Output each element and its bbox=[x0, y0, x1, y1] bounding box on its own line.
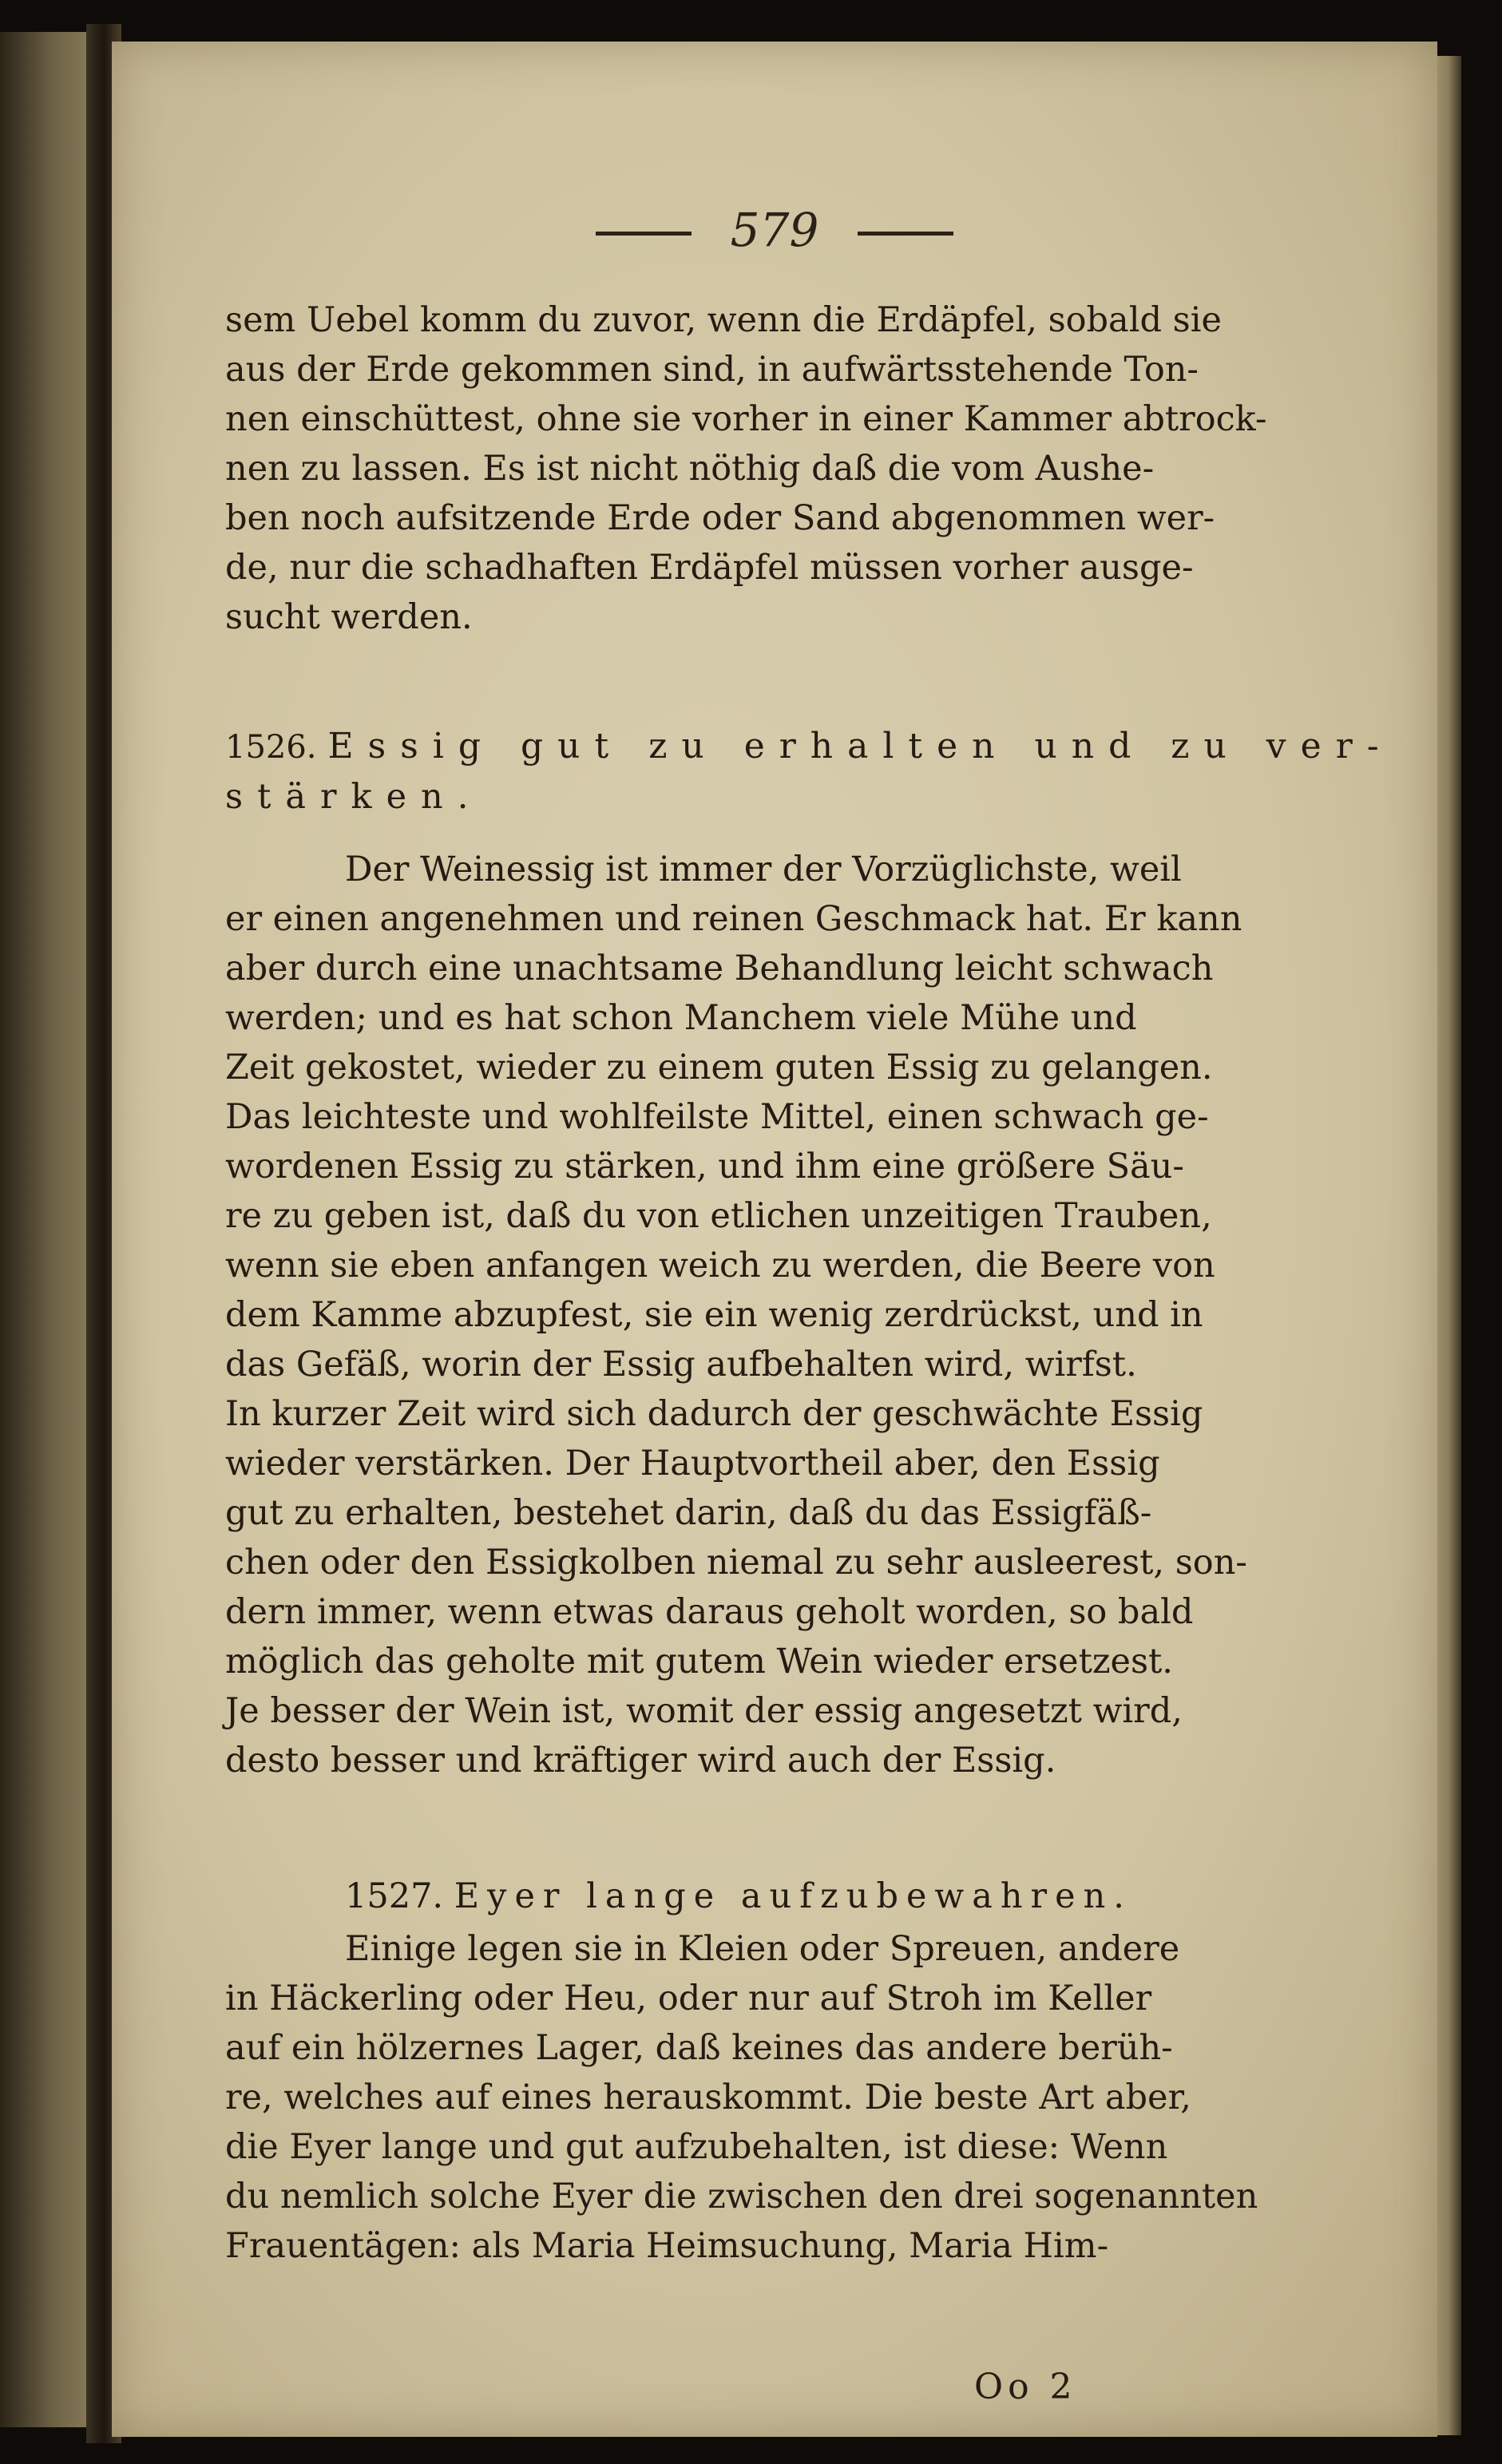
page-header bbox=[112, 203, 1437, 257]
text-line: chen oder den Essigkolben niemal zu sehr ausleerest, son- bbox=[225, 1543, 1247, 1583]
section-1526-heading bbox=[225, 722, 1429, 822]
header-dash-left bbox=[596, 232, 692, 236]
text-line: Der Weinessig ist immer der Vorzüglichste, weil bbox=[345, 850, 1182, 889]
intro-paragraph bbox=[225, 295, 1429, 642]
text-line: Das leichteste und wohlfeilste Mittel, einen schwach ge- bbox=[225, 1097, 1209, 1137]
text-line: auf ein hölzernes Lager, daß keines das andere berüh- bbox=[225, 2028, 1173, 2068]
page-number: 579 bbox=[730, 203, 819, 257]
text-line: ben noch aufsitzende Erde oder Sand abgenommen wer- bbox=[225, 498, 1215, 538]
text-line: Frauentägen: als Maria Heimsuchung, Maria Him- bbox=[225, 2226, 1109, 2266]
text-line: in Häckerling oder Heu, oder nur auf Stroh im Keller bbox=[225, 1979, 1152, 2018]
text-line: Je besser der Wein ist, womit der essig angesetzt wird, bbox=[225, 1691, 1183, 1731]
text-line: re, welches auf eines herauskommt. Die beste Art aber, bbox=[225, 2078, 1191, 2117]
section-title bbox=[225, 722, 1429, 772]
section-1527-heading bbox=[225, 1872, 1429, 1921]
text-line: Zeit gekostet, wieder zu einem guten Essig zu gelangen. bbox=[225, 1048, 1213, 1087]
text-line: sem Uebel komm du zuvor, wenn die Erdäpfel, sobald sie bbox=[225, 300, 1222, 340]
adjacent-page-edge bbox=[0, 32, 96, 2427]
text-line: die Eyer lange und gut aufzubehalten, ist diese: Wenn bbox=[225, 2127, 1168, 2167]
text-line: Einige legen sie in Kleien oder Spreuen, andere bbox=[345, 1929, 1180, 1969]
text-line: re zu geben ist, daß du von etlichen unzeitigen Trauben, bbox=[225, 1196, 1212, 1236]
section-1527-body bbox=[225, 1924, 1429, 2271]
text-line: nen einschüttest, ohne sie vorher in einer Kammer abtrock- bbox=[225, 399, 1267, 439]
text-line: de, nur die schadhaften Erdäpfel müssen vorher ausge- bbox=[225, 548, 1194, 588]
text-line: desto besser und kräftiger wird auch der Essig. bbox=[225, 1741, 1056, 1781]
text-line: gut zu erhalten, bestehet darin, daß du das Essigfäß- bbox=[225, 1493, 1152, 1533]
book-page bbox=[112, 42, 1437, 2437]
text-line: dem Kamme abzupfest, sie ein wenig zerdrückst, und in bbox=[225, 1295, 1203, 1335]
section-number: 1526. bbox=[225, 729, 317, 766]
text-line: das Gefäß, worin der Essig aufbehalten wird, wirfst. bbox=[225, 1345, 1137, 1385]
text-line: wieder verstärken. Der Hauptvortheil aber, den Essig bbox=[225, 1444, 1160, 1484]
text-line: wenn sie eben anfangen weich zu werden, die Beere von bbox=[225, 1246, 1215, 1285]
text-line: du nemlich solche Eyer die zwischen den drei sogenannten bbox=[225, 2177, 1258, 2216]
header-dash-right bbox=[858, 232, 953, 236]
text-line: dern immer, wenn etwas daraus geholt worden, so bald bbox=[225, 1592, 1194, 1632]
text-line: In kurzer Zeit wird sich dadurch der geschwächte Essig bbox=[225, 1394, 1203, 1434]
text-line: möglich das geholte mit gutem Wein wieder ersetzest. bbox=[225, 1642, 1173, 1682]
text-line: sucht werden. bbox=[225, 597, 473, 637]
section-1526-body bbox=[225, 845, 1429, 1785]
section-title-line-1: Essig gut zu erhalten und zu ver- bbox=[327, 726, 1393, 767]
text-line: er einen angenehmen und reinen Geschmack hat. Er kann bbox=[225, 899, 1242, 939]
text-line: nen zu lassen. Es ist nicht nöthig daß die vom Aushe- bbox=[225, 449, 1155, 489]
section-title-text: Eyer lange aufzubewahren. bbox=[454, 1876, 1132, 1916]
section-title-line-2: stärken. bbox=[225, 777, 483, 817]
text-line: werden; und es hat schon Manchem viele Mühe und bbox=[225, 998, 1137, 1038]
text-line: wordenen Essig zu stärken, und ihm eine größere Säu- bbox=[225, 1147, 1184, 1186]
section-title bbox=[225, 1872, 1429, 1921]
text-line: aus der Erde gekommen sind, in aufwärtsstehende Ton- bbox=[225, 350, 1199, 390]
section-number: 1527. bbox=[345, 1876, 444, 1916]
signature-mark: Oo 2 bbox=[974, 2367, 1077, 2407]
text-line: aber durch eine unachtsame Behandlung leicht schwach bbox=[225, 949, 1214, 988]
